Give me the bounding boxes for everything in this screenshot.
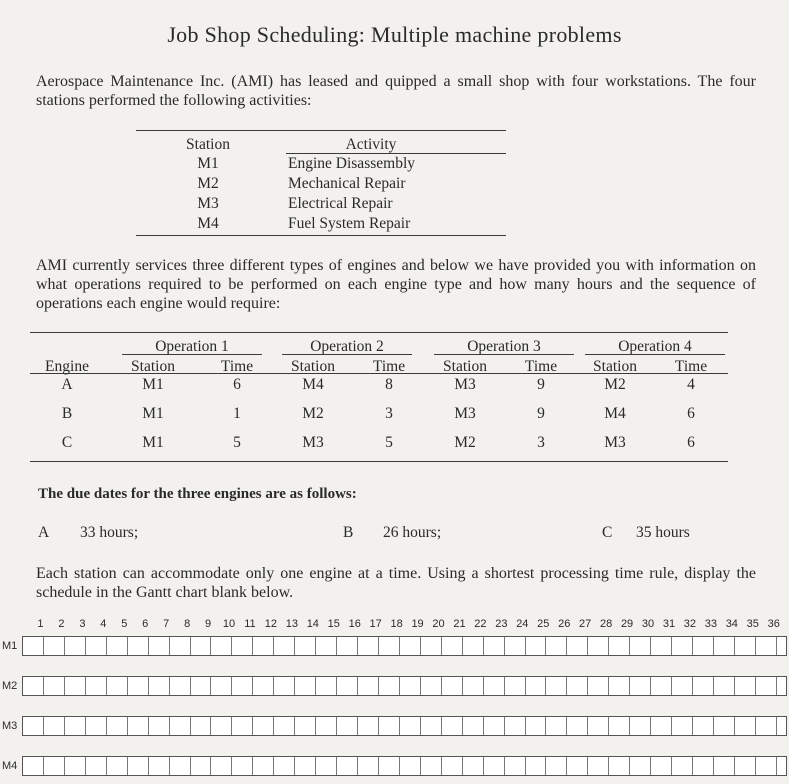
gantt-cell[interactable] [65,677,86,695]
station-cell: M3 [197,195,219,212]
gantt-hour-label: 30 [641,618,655,630]
gantt-cell[interactable] [232,717,253,735]
gantt-cell[interactable] [316,677,337,695]
gantt-hour-label: 32 [683,618,697,630]
gantt-cell[interactable] [526,717,547,735]
gantt-hour-label: 8 [184,618,191,630]
ops-table-top-rule [30,332,728,333]
gantt-hour-label: 13 [285,618,298,630]
gantt-cell[interactable] [735,717,756,735]
time-value: 5 [385,434,393,451]
gantt-cell[interactable] [693,637,714,655]
gantt-cell[interactable] [149,677,170,695]
gantt-cell[interactable] [442,677,463,695]
gantt-cell[interactable] [44,717,65,735]
gantt-cell[interactable] [463,637,484,655]
gantt-row [22,636,787,656]
gantt-cell[interactable] [693,717,714,735]
page-title: Job Shop Scheduling: Multiple machine problems [167,22,622,47]
gantt-cell[interactable] [191,757,212,775]
gantt-hour-label: 23 [495,618,508,630]
gantt-hour-label: 9 [205,618,212,630]
gantt-cell[interactable] [295,757,316,775]
gantt-cell[interactable] [442,637,463,655]
gantt-hour-label: 26 [558,618,571,630]
time-value: 9 [537,405,545,422]
activity-cell: Engine Disassembly [288,155,415,172]
engine-cell: A [61,376,73,393]
ops-table-bottom-rule [30,461,728,462]
station-value: M3 [604,434,626,451]
station-col-header: Station [291,358,335,375]
gantt-cell[interactable] [232,757,253,775]
station-col-header: Station [593,358,637,375]
gantt-cell[interactable] [170,757,191,775]
gantt-cell[interactable] [379,757,400,775]
gantt-cell[interactable] [211,637,232,655]
gantt-cell[interactable] [86,757,107,775]
gantt-cell[interactable] [609,637,630,655]
gantt-cell[interactable] [567,637,588,655]
gantt-cell[interactable] [44,757,65,775]
gantt-cell[interactable] [735,637,756,655]
gantt-cell[interactable] [44,677,65,695]
activity-header: Activity [345,136,397,153]
gantt-cell[interactable] [505,677,526,695]
gantt-cell[interactable] [149,757,170,775]
gantt-cell[interactable] [358,717,379,735]
gantt-cell[interactable] [756,677,777,695]
gantt-cell[interactable] [484,757,505,775]
gantt-cell[interactable] [421,637,442,655]
station-cell: M2 [197,175,219,192]
gantt-hour-label: 27 [579,618,592,630]
operation-underline [122,354,262,355]
gantt-hour-label: 18 [390,618,403,630]
gantt-cell[interactable] [735,677,756,695]
instruction-paragraph: Each station can accommodate only one engine at a time. Using a shortest processing time rule, display the schedule in the Gantt chart blank below. [36,565,756,601]
gantt-cell[interactable] [358,637,379,655]
gantt-cell[interactable] [274,677,295,695]
gantt-cell[interactable] [567,677,588,695]
gantt-cell[interactable] [400,637,421,655]
station-value: M3 [454,405,476,422]
gantt-cell[interactable] [588,717,609,735]
gantt-cell[interactable] [463,757,484,775]
gantt-cell[interactable] [337,717,358,735]
station-value: M4 [302,376,324,393]
gantt-cell[interactable] [253,717,274,735]
gantt-cell[interactable] [609,757,630,775]
gantt-cell[interactable] [379,717,400,735]
gantt-cell[interactable] [714,637,735,655]
ops-header-rule [30,373,728,374]
operation-header: Operation 2 [310,338,384,355]
machine-label: M2 [2,680,18,692]
gantt-cell[interactable] [191,637,212,655]
operation-underline [434,354,574,355]
due-dates-heading: The due dates for the three engines are as follows: [38,486,357,502]
gantt-cell[interactable] [546,677,567,695]
gantt-cell[interactable] [128,637,149,655]
time-value: 1 [233,405,241,422]
gantt-cell[interactable] [463,717,484,735]
gantt-cell[interactable] [337,677,358,695]
station-cell: M1 [197,155,219,172]
gantt-cell[interactable] [358,677,379,695]
gantt-cell[interactable] [630,677,651,695]
operation-underline [585,354,725,355]
time-value: 6 [687,405,695,422]
gantt-hour-label: 10 [222,618,236,630]
time-value: 5 [233,434,241,451]
gantt-cell[interactable] [651,677,672,695]
gantt-cell[interactable] [714,757,735,775]
gantt-cell[interactable] [505,757,526,775]
gantt-hour-label: 25 [537,618,550,630]
gantt-cell[interactable] [316,757,337,775]
gantt-hour-label: 24 [516,618,529,630]
gantt-cell[interactable] [316,717,337,735]
station-value: M1 [142,376,164,393]
gantt-hour-label: 36 [767,618,780,630]
gantt-hour-label: 21 [453,618,466,630]
gantt-cell[interactable] [442,757,463,775]
intro-paragraph: Aerospace Maintenance Inc. (AMI) has leased and quipped a small shop with four workstations. The four stations performed the following activities: [36,73,756,109]
gantt-cell[interactable] [546,757,567,775]
time-col-header: Time [524,358,558,375]
gantt-hour-label: 33 [704,618,717,630]
due-date-value: 33 hours; [80,524,139,541]
gantt-cell[interactable] [756,757,777,775]
gantt-hour-label: 3 [79,618,86,630]
gantt-cell[interactable] [546,717,567,735]
gantt-cell[interactable] [65,757,86,775]
due-date-value: 35 hours [636,524,690,541]
time-value: 6 [687,434,695,451]
machine-label: M4 [2,760,18,772]
time-col-header: Time [220,358,254,375]
gantt-row [22,676,787,696]
time-value: 4 [687,376,695,393]
gantt-cell[interactable] [588,757,609,775]
gantt-cell[interactable] [379,677,400,695]
operation-header: Operation 1 [155,338,229,355]
machine-label: M1 [2,640,18,652]
time-value: 6 [233,376,241,393]
gantt-cell[interactable] [337,757,358,775]
gantt-hour-label: 2 [58,618,65,630]
gantt-cell[interactable] [484,677,505,695]
gantt-cell[interactable] [526,757,547,775]
gantt-cell[interactable] [567,757,588,775]
gantt-hour-label: 29 [620,618,634,630]
gantt-cell[interactable] [23,637,44,655]
gantt-cell[interactable] [253,637,274,655]
gantt-cell[interactable] [65,717,86,735]
gantt-hour-label: 22 [474,618,487,630]
gantt-hour-label: 28 [600,618,613,630]
gantt-cell[interactable] [253,757,274,775]
gantt-cell[interactable] [714,717,735,735]
gantt-cell[interactable] [128,757,149,775]
gantt-cell[interactable] [128,677,149,695]
station-cell: M4 [197,215,219,232]
gantt-cell[interactable] [526,677,547,695]
gantt-cell[interactable] [714,677,735,695]
gantt-hour-label: 17 [369,618,382,630]
gantt-cell[interactable] [295,637,316,655]
time-value: 3 [385,405,393,422]
gantt-cell[interactable] [23,757,44,775]
gantt-cell[interactable] [44,637,65,655]
gantt-cell[interactable] [693,757,714,775]
gantt-hour-label: 35 [746,618,759,630]
gantt-hour-label: 34 [725,618,738,630]
engine-header: Engine [45,358,89,375]
station-value: M2 [454,434,476,451]
gantt-cell[interactable] [672,757,693,775]
gantt-cell[interactable] [149,717,170,735]
gantt-cell[interactable] [316,637,337,655]
gantt-cell[interactable] [693,677,714,695]
station-col-header: Station [131,358,175,375]
station-value: M2 [302,405,324,422]
gantt-cell[interactable] [274,717,295,735]
operation-underline [282,354,412,355]
gantt-cell[interactable] [191,677,212,695]
gantt-cell[interactable] [170,717,191,735]
gantt-cell[interactable] [735,757,756,775]
gantt-cell[interactable] [672,677,693,695]
station-table-top-rule [136,130,506,131]
gantt-cell[interactable] [609,677,630,695]
gantt-cell[interactable] [400,717,421,735]
gantt-hour-label: 11 [244,618,256,630]
gantt-cell[interactable] [672,717,693,735]
gantt-row [22,716,787,736]
engine-paragraph: AMI currently services three different types of engines and below we have provided you with information on what operations required to be performed on each engine type and how many hours and the sequence of operations each engine would require: [36,257,756,312]
gantt-cell[interactable] [463,677,484,695]
gantt-cell[interactable] [651,637,672,655]
gantt-hour-label: 14 [306,618,319,630]
gantt-cell[interactable] [421,757,442,775]
gantt-cell[interactable] [232,677,253,695]
station-value: M3 [454,376,476,393]
operation-header: Operation 4 [618,338,692,355]
gantt-cell[interactable] [379,637,400,655]
gantt-hour-label: 20 [432,618,445,630]
gantt-cell[interactable] [630,717,651,735]
gantt-cell[interactable] [191,717,212,735]
gantt-cell[interactable] [211,757,232,775]
gantt-cell[interactable] [400,757,421,775]
due-engine-label: B [343,524,354,541]
gantt-cell[interactable] [149,637,170,655]
time-value: 8 [385,376,393,393]
activity-cell: Fuel System Repair [288,215,411,232]
gantt-cell[interactable] [526,637,547,655]
gantt-cell[interactable] [170,637,191,655]
gantt-cell[interactable] [484,637,505,655]
station-value: M2 [604,376,626,393]
station-header: Station [186,136,230,153]
gantt-cell[interactable] [421,717,442,735]
station-table-bottom-rule [136,235,506,236]
gantt-cell[interactable] [107,677,128,695]
time-col-header: Time [372,358,406,375]
gantt-cell[interactable] [630,757,651,775]
gantt-cell[interactable] [253,677,274,695]
gantt-cell[interactable] [358,757,379,775]
gantt-cell[interactable] [107,717,128,735]
gantt-cell[interactable] [484,717,505,735]
gantt-hour-label: 6 [142,618,149,630]
gantt-hour-label: 1 [37,618,44,630]
gantt-hour-label: 31 [662,618,676,630]
engine-cell: B [61,405,73,422]
gantt-cell[interactable] [505,717,526,735]
gantt-cell[interactable] [588,677,609,695]
gantt-cell[interactable] [295,717,316,735]
operation-header: Operation 3 [467,338,541,355]
gantt-cell[interactable] [86,637,107,655]
time-value: 3 [537,434,545,451]
gantt-cell[interactable] [651,717,672,735]
gantt-cell[interactable] [170,677,191,695]
station-value: M1 [142,434,164,451]
due-date-value: 26 hours; [383,524,442,541]
engine-cell: C [61,434,73,451]
gantt-hour-label: 19 [411,618,424,630]
gantt-cell[interactable] [23,677,44,695]
activity-cell: Electrical Repair [288,195,393,212]
gantt-hour-label: 15 [327,618,340,630]
gantt-cell[interactable] [232,637,253,655]
gantt-cell[interactable] [337,637,358,655]
activity-cell: Mechanical Repair [288,175,406,192]
gantt-hour-label: 5 [121,618,128,630]
gantt-cell[interactable] [609,717,630,735]
gantt-hour-label: 12 [264,618,278,630]
gantt-cell[interactable] [546,637,567,655]
time-value: 9 [537,376,545,393]
time-col-header: Time [674,358,708,375]
gantt-cell[interactable] [65,637,86,655]
gantt-hour-label: 4 [100,618,107,630]
gantt-cell[interactable] [86,717,107,735]
station-value: M3 [302,434,324,451]
gantt-cell[interactable] [442,717,463,735]
gantt-cell[interactable] [505,637,526,655]
station-col-header: Station [443,358,487,375]
gantt-cell[interactable] [421,677,442,695]
gantt-cell[interactable] [211,677,232,695]
due-engine-label: C [602,524,613,541]
gantt-cell[interactable] [672,637,693,655]
gantt-row [22,756,787,776]
station-value: M1 [142,405,164,422]
gantt-cell[interactable] [107,637,128,655]
gantt-cell[interactable] [400,677,421,695]
gantt-hour-label: 16 [348,618,361,630]
gantt-cell[interactable] [651,757,672,775]
station-value: M4 [604,405,626,422]
gantt-cell[interactable] [274,757,295,775]
due-engine-label: A [38,524,50,541]
gantt-cell[interactable] [630,637,651,655]
gantt-cell[interactable] [86,677,107,695]
gantt-cell[interactable] [211,717,232,735]
gantt-cell[interactable] [107,757,128,775]
gantt-hour-label: 7 [163,618,170,630]
machine-label: M3 [2,720,18,732]
gantt-cell[interactable] [274,637,295,655]
gantt-cell[interactable] [23,717,44,735]
gantt-cell[interactable] [295,677,316,695]
gantt-cell[interactable] [588,637,609,655]
gantt-cell[interactable] [756,637,777,655]
gantt-cell[interactable] [128,717,149,735]
gantt-cell[interactable] [756,717,777,735]
gantt-cell[interactable] [567,717,588,735]
